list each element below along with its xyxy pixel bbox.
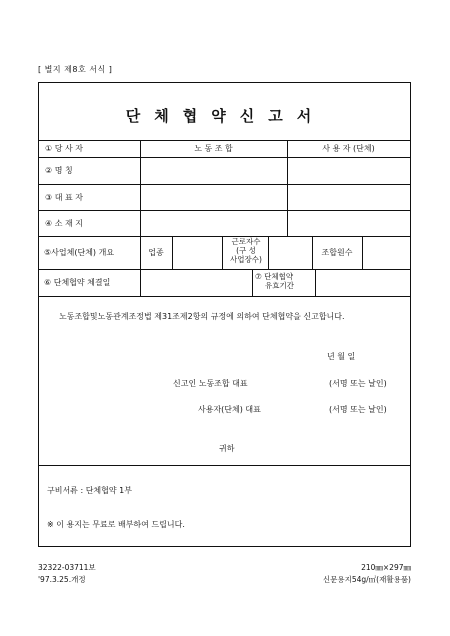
union-representative-field[interactable] <box>140 184 287 210</box>
signature-note: (서명 또는 날인) <box>329 405 387 414</box>
business-overview-label: ⑤사업체(단체) 개요 <box>44 248 115 257</box>
form-reference: [ 별지 제8호 서식 ] <box>38 65 113 74</box>
employer-address-field[interactable] <box>287 210 410 236</box>
workers-label <box>224 237 268 264</box>
industry-label: 업종 <box>148 248 164 257</box>
validity-period-label <box>255 272 315 290</box>
workers-label-line: (구 성 <box>236 246 256 255</box>
addressee-label: 귀하 <box>219 444 235 453</box>
report-form <box>38 82 411 547</box>
address-label: ④ 소 재 지 <box>45 218 83 228</box>
union-name-field[interactable] <box>140 157 287 184</box>
free-distribution-notice: ※ 이 용지는 무료로 배부하여 드립니다. <box>47 520 185 529</box>
union-column-header: 노 동 조 합 <box>194 144 233 153</box>
validity-label-line: ⑦ 단체협약 <box>255 272 294 281</box>
validity-period-field[interactable] <box>315 269 410 296</box>
divider <box>39 296 410 297</box>
union-address-field[interactable] <box>140 210 287 236</box>
workers-field[interactable] <box>268 236 312 269</box>
divider <box>39 465 410 466</box>
divider <box>252 269 253 296</box>
members-field[interactable] <box>362 236 410 269</box>
name-label: ② 명 칭 <box>45 166 73 175</box>
representative-label: ③ 대 표 자 <box>45 192 83 202</box>
paper-size: 210㎜×297㎜ <box>361 563 411 572</box>
employer-representative-field[interactable] <box>287 184 410 210</box>
members-label: 조합원수 <box>321 248 353 257</box>
workers-label-line: 사업장수) <box>230 255 262 264</box>
agreement-date-label: ⑥ 단체협약 체결일 <box>44 278 111 287</box>
industry-field[interactable] <box>172 236 222 269</box>
employer-column-header: 사 용 자 (단체) <box>322 144 375 153</box>
attachments-note: 구비서류 : 단체협약 1부 <box>47 486 132 495</box>
date-line: 년 월 일 <box>327 352 356 361</box>
form-code: 32322-03711보 <box>38 563 96 572</box>
workers-label-line: 근로자수 <box>231 237 261 246</box>
party-label: ① 당 사 자 <box>45 144 83 153</box>
divider <box>222 236 223 269</box>
employer-name-field[interactable] <box>287 157 410 184</box>
paper-spec: 신문용지54g/㎡(재활용품) <box>322 575 411 584</box>
validity-label-line: 유효기간 <box>265 281 294 290</box>
form-title: 단체협약신고서 <box>125 107 326 125</box>
statement-text: 노동조합및노동관계조정법 제31조제2항의 규정에 의하여 단체협약을 신고합니다. <box>59 312 345 321</box>
revision-date: '97.3.25.개정 <box>38 575 86 584</box>
agreement-date-field[interactable] <box>140 269 252 296</box>
reporter-employer-label: 사용자(단체) 대표 <box>198 405 261 414</box>
signature-note: (서명 또는 날인) <box>329 379 387 388</box>
reporter-union-label: 신고인 노동조합 대표 <box>173 379 248 388</box>
